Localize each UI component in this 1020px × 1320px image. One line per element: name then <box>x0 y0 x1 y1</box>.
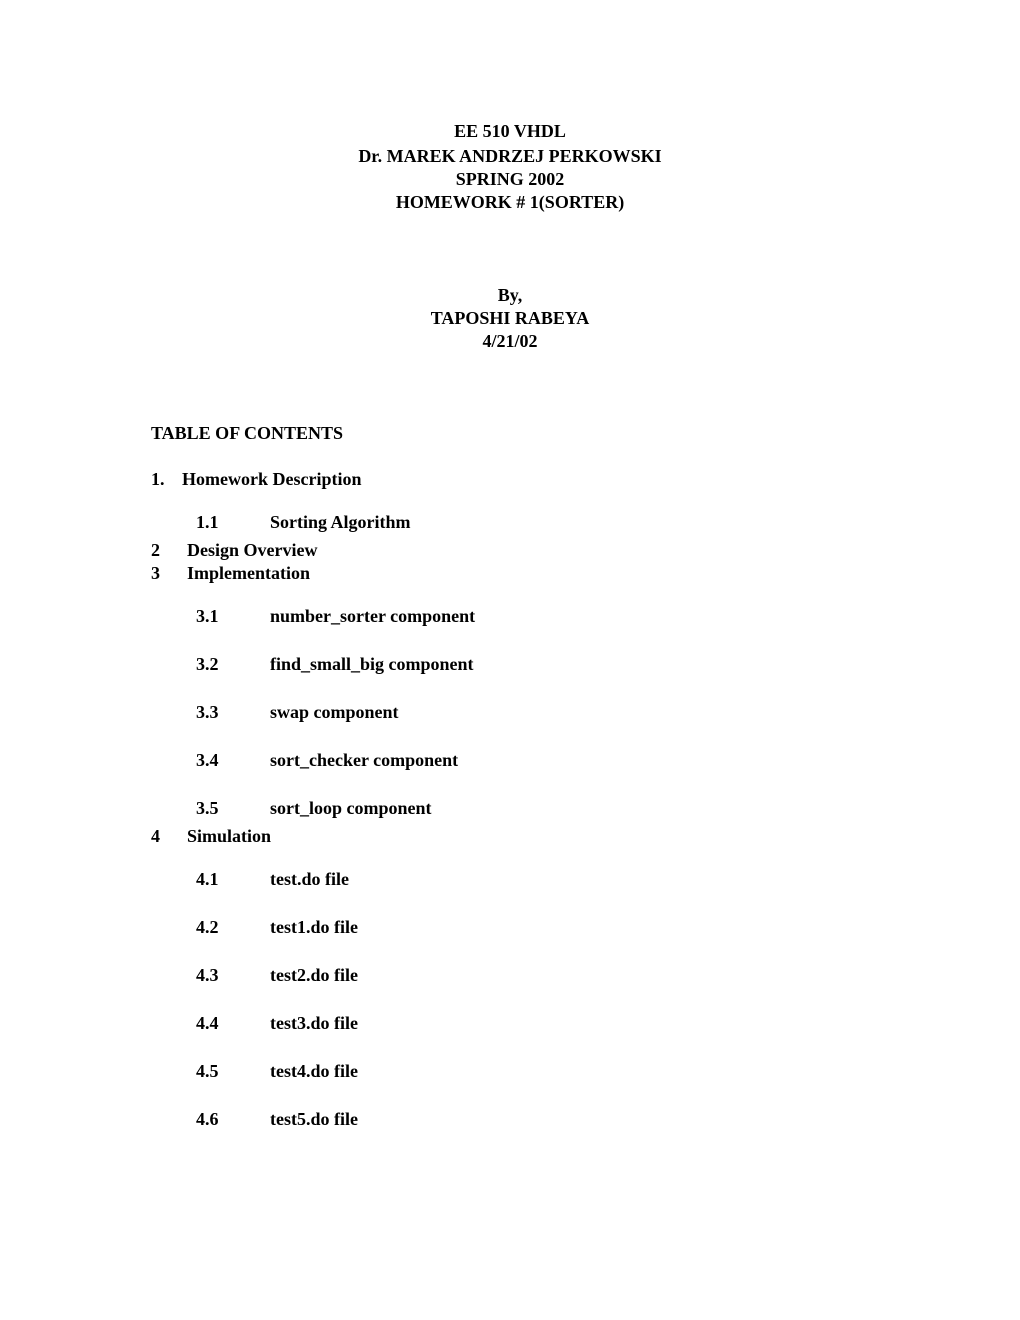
date: 4/21/02 <box>482 331 538 351</box>
toc-number: 1.1 <box>196 512 219 532</box>
assignment-title: HOMEWORK # 1(SORTER) <box>395 192 625 212</box>
toc-label: test3.do file <box>270 1013 358 1033</box>
by-label: By, <box>497 285 523 305</box>
toc-label: sort_loop component <box>270 798 432 818</box>
toc-label: test4.do file <box>270 1061 358 1081</box>
toc-heading: TABLE OF CONTENTS <box>151 423 344 443</box>
toc-number: 3.2 <box>196 654 219 674</box>
toc-label: Homework Description <box>182 469 362 489</box>
instructor-name: Dr. MAREK ANDRZEJ PERKOWSKI <box>358 146 662 166</box>
toc-number: 4.4 <box>196 1013 219 1033</box>
toc-number: 3 <box>151 563 160 583</box>
toc-label: find_small_big component <box>270 654 474 674</box>
toc-label: Simulation <box>187 826 272 846</box>
toc-label: test.do file <box>270 869 349 889</box>
toc-label: Design Overview <box>187 540 318 560</box>
toc-label: Sorting Algorithm <box>270 512 411 532</box>
toc-number: 3.5 <box>196 798 219 818</box>
toc-label: number_sorter component <box>270 606 476 626</box>
toc-number: 3.4 <box>196 750 219 770</box>
toc-number: 4 <box>151 826 160 846</box>
toc-label: test5.do file <box>270 1109 358 1129</box>
toc-number: 3.3 <box>196 702 219 722</box>
toc-number: 4.1 <box>196 869 219 889</box>
term: SPRING 2002 <box>455 169 565 189</box>
toc-label: sort_checker component <box>270 750 459 770</box>
toc-number: 2 <box>151 540 160 560</box>
toc-number: 4.2 <box>196 917 219 937</box>
author-name: TAPOSHI RABEYA <box>430 308 590 328</box>
toc-number: 4.3 <box>196 965 219 985</box>
toc-number: 4.5 <box>196 1061 219 1081</box>
toc-label: swap component <box>270 702 399 722</box>
toc-number: 4.6 <box>196 1109 219 1129</box>
toc-label: test2.do file <box>270 965 358 985</box>
toc-number: 1. <box>151 469 165 489</box>
toc-number: 3.1 <box>196 606 219 626</box>
toc-label: test1.do file <box>270 917 358 937</box>
toc-label: Implementation <box>187 563 310 583</box>
course-title: EE 510 VHDL <box>454 121 566 141</box>
